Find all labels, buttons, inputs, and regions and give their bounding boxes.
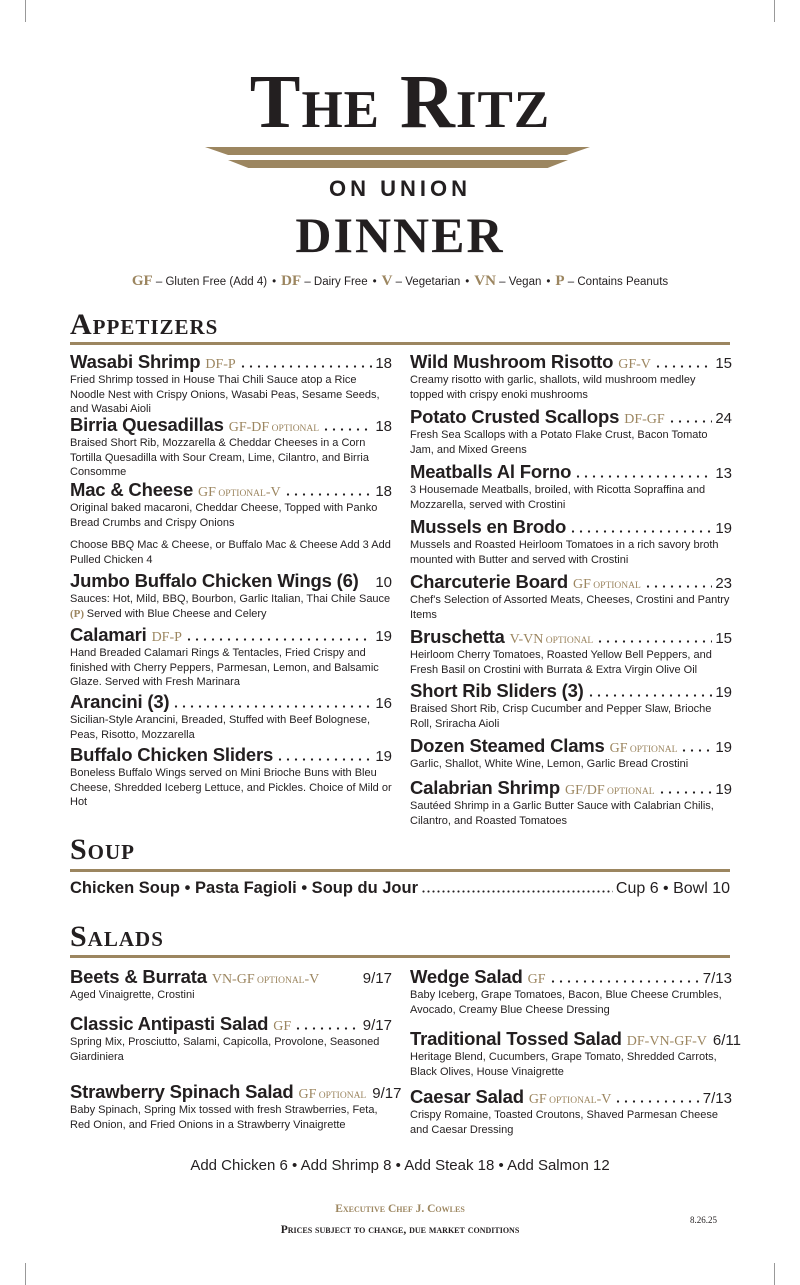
legend-label: – Gluten Free (Add 4)	[152, 276, 268, 288]
menu-item	[410, 1028, 741, 1079]
menu-item-description	[410, 757, 732, 772]
description-text: Braised Short Rib, Mozzarella & Cheddar Cheeses in a Corn Tortilla Quesadilla with Sour Cream, Lime, Cilantro, and Birria Consomme	[70, 437, 369, 478]
description-text: Hand Breaded Calamari Rings & Tentacles, Fried Crispy and finished with Cherry Peppers, Parmesan, Lemon, and Balsamic Glaze. Served with Fresh Marinara	[70, 647, 379, 688]
menu-item-header	[70, 624, 392, 646]
legend-separator: •	[546, 276, 551, 288]
menu-item-description	[70, 592, 392, 621]
dot-leader	[549, 980, 700, 983]
menu-item-description	[410, 1050, 732, 1079]
dot-leader	[362, 584, 373, 587]
tag-code: -V	[596, 1092, 612, 1107]
tag-code: GF	[273, 1019, 292, 1034]
menu-item-description	[70, 988, 392, 1003]
menu-item-description	[70, 373, 392, 417]
menu-item-name: Traditional Tossed Salad	[410, 1028, 622, 1049]
tag-code: DF-VN-GF-V	[626, 1034, 707, 1049]
menu-item-description	[70, 436, 392, 480]
tag-code: GF	[198, 485, 216, 500]
menu-item	[70, 1081, 402, 1132]
tag-optional: OPTIONAL	[627, 745, 678, 755]
menu-item	[70, 966, 392, 1003]
dot-leader	[596, 640, 712, 643]
menu-item-description	[70, 646, 392, 690]
menu-item-header	[410, 735, 732, 757]
dot-leader	[322, 428, 372, 431]
menu-item-price: 19	[715, 781, 732, 798]
menu-item-header	[70, 691, 392, 713]
menu-item-name: Calabrian Shrimp	[410, 777, 560, 798]
menu-item-header	[410, 626, 732, 648]
section-heading-salads: Salads	[70, 920, 164, 953]
description-text: Original baked macaroni, Cheddar Cheese, Topped with Panko Bread Crumbs and Crispy Onions	[70, 502, 378, 529]
menu-item-header	[410, 571, 732, 593]
tag-code: -V	[265, 485, 281, 500]
description-text: 3 Housemade Meatballs, broiled, with Ricotta Sopraffina and Mozzarella, served with Crostini	[410, 484, 706, 511]
tag-code: VN-GF	[211, 972, 255, 987]
tag-code: -V	[304, 972, 320, 987]
menu-item-description	[410, 593, 732, 622]
dietary-tags	[528, 972, 546, 988]
dot-leader	[654, 365, 712, 368]
peanut-tag: (P)	[70, 607, 87, 620]
description-text: Boneless Buffalo Wings served on Mini Brioche Buns with Bleu Cheese, Shredded Iceberg Lettuce, and Pickles. Choice of Mild or Hot	[70, 767, 392, 808]
prices-note: Prices subject to change, due market conditions	[280, 1224, 520, 1236]
menu-item-price: 19	[715, 520, 732, 537]
menu-item-description	[410, 483, 732, 512]
dot-leader	[569, 530, 712, 533]
dot-leader	[680, 749, 712, 752]
dietary-legend	[0, 273, 800, 290]
menu-item-header	[70, 570, 392, 592]
menu-item	[410, 735, 732, 772]
menu-title: DINNER	[295, 207, 505, 263]
dot-leader	[614, 1100, 699, 1103]
description-text: Mussels and Roasted Heirloom Tomatoes in a rich savory broth mounted with Butter and served with Crostini	[410, 539, 719, 566]
dot-leader	[644, 585, 713, 588]
menu-item-name: Charcuterie Board	[410, 571, 569, 592]
dietary-tags	[298, 1087, 366, 1103]
menu-item-name: Bruschetta	[410, 626, 505, 647]
menu-item	[70, 351, 392, 417]
dietary-tags	[610, 741, 678, 757]
menu-item-name: Meatballs Al Forno	[410, 461, 572, 482]
menu-item-name: Mussels en Brodo	[410, 516, 567, 537]
legend-key: GF	[131, 273, 153, 289]
dietary-tags	[565, 783, 655, 799]
menu-item	[410, 626, 732, 677]
tag-optional: OPTIONAL	[269, 424, 320, 434]
dietary-tags	[624, 412, 664, 428]
menu-note-text: Choose BBQ Mac & Cheese, or Buffalo Mac & Cheese Add 3 Add Pulled Chicken 4	[70, 539, 391, 566]
tag-code: GF	[298, 1087, 317, 1102]
description-text: Heritage Blend, Cucumbers, Grape Tomato, Shredded Carrots, Black Olives, House Vinaigrette	[410, 1051, 717, 1078]
description-text: Braised Short Rib, Crisp Cucumber and Pepper Slaw, Brioche Roll, Sriracha Aioli	[410, 703, 712, 730]
description-text: Aged Vinaigrette, Crostini	[70, 989, 195, 1001]
dietary-tags	[229, 420, 319, 436]
legend-label: – Vegetarian	[392, 276, 461, 288]
tag-code: GF	[573, 577, 591, 592]
legend-key: VN	[474, 273, 496, 289]
legend-label: – Vegan	[495, 276, 542, 288]
executive-chef: Executive Chef J. Cowles	[335, 1203, 465, 1215]
crop-mark	[25, 1263, 26, 1285]
menu-item-name: Jumbo Buffalo Chicken Wings (6)	[70, 570, 359, 591]
menu-item-name: Strawberry Spinach Salad	[70, 1081, 294, 1102]
menu-note	[70, 538, 392, 567]
menu-item-name: Arancini (3)	[70, 691, 170, 712]
restaurant-logo-sub: ON UNION	[329, 176, 471, 201]
crop-mark	[25, 0, 26, 22]
logo-bar	[228, 160, 568, 168]
menu-item-description	[70, 501, 392, 530]
legend-key: P	[555, 273, 565, 289]
tag-code: DF-P	[151, 630, 182, 645]
description-text: Heirloom Cherry Tomatoes, Roasted Yellow Bell Peppers, and Fresh Basil on Crostini with Burrata & Extra Virgin Olive Oil	[410, 649, 712, 676]
dot-leader	[658, 791, 713, 794]
menu-item	[70, 624, 392, 690]
menu-item-description	[410, 428, 732, 457]
menu-item-price: 23	[715, 575, 732, 592]
description-text: Spring Mix, Prosciutto, Salami, Capicolla, Provolone, Seasoned Giardiniera	[70, 1036, 380, 1063]
description-text: Sautéed Shrimp in a Garlic Butter Sauce with Calabrian Chilis, Cilantro, and Roasted Tomatoes	[410, 800, 714, 827]
legend-label: – Contains Peanuts	[564, 276, 669, 288]
dietary-tags	[152, 630, 182, 646]
legend-separator: •	[272, 276, 277, 288]
menu-item-price: 19	[715, 684, 732, 701]
restaurant-logo-name: The Ritz	[249, 60, 551, 144]
dietary-tags	[205, 357, 235, 373]
dietary-tags	[212, 972, 319, 988]
menu-item-price: 13	[715, 465, 732, 482]
section-rule	[70, 342, 730, 345]
menu-item-price: 15	[715, 630, 732, 647]
logo-bar	[205, 147, 590, 155]
dot-leader	[574, 475, 712, 478]
menu-item-price: 10	[375, 574, 392, 591]
description-text: Garlic, Shallot, White Wine, Lemon, Garlic Bread Crostini	[410, 758, 689, 770]
menu-item-price: 7/13	[702, 970, 732, 987]
menu-item-header	[410, 351, 732, 373]
menu-item-description	[70, 713, 392, 742]
menu-item	[410, 516, 732, 567]
tag-optional: OPTIONAL	[546, 1096, 597, 1106]
description-text: Fresh Sea Scallops with a Potato Flake Crust, Bacon Tomato Jam, and Mixed Greens	[410, 429, 708, 456]
menu-item-name: Beets & Burrata	[70, 966, 207, 987]
dot-leader	[322, 980, 360, 983]
menu-item-name: Wedge Salad	[410, 966, 523, 987]
tag-code: GF	[609, 741, 628, 756]
tag-code: GF	[527, 972, 546, 987]
menu-item-header	[410, 1028, 741, 1050]
menu-item-header	[410, 461, 732, 483]
menu-item	[410, 461, 732, 512]
menu-item-description	[410, 988, 732, 1017]
tag-code: GF	[528, 1092, 547, 1107]
menu-item-header	[70, 479, 392, 501]
dot-leader	[421, 890, 613, 893]
tag-optional: OPTIONAL	[590, 581, 641, 591]
crop-mark	[774, 0, 775, 22]
section-rule	[70, 955, 730, 958]
salad-addons: Add Chicken 6 • Add Shrimp 8 • Add Steak 18 • Add Salmon 12	[190, 1157, 610, 1174]
dietary-tags	[273, 1019, 291, 1035]
menu-item-description	[410, 538, 732, 567]
dietary-tags	[618, 357, 651, 373]
menu-item-price: 18	[375, 418, 392, 435]
menu-item-name: Wasabi Shrimp	[70, 351, 201, 372]
tag-optional: OPTIONAL	[604, 787, 655, 797]
crop-mark	[774, 1263, 775, 1285]
menu-item-price: 15	[715, 355, 732, 372]
menu-item-price: 9/17	[362, 1017, 392, 1034]
legend-separator: •	[465, 276, 470, 288]
menu-item-description	[410, 373, 732, 402]
section-heading-appetizers: Appetizers	[70, 308, 219, 341]
legend-separator: •	[372, 276, 377, 288]
dot-leader	[668, 420, 713, 423]
soup-line	[70, 879, 730, 898]
dietary-tags	[573, 577, 641, 593]
menu-item	[70, 1013, 392, 1064]
menu-item-name: Short Rib Sliders (3)	[410, 680, 584, 701]
menu-item-header	[70, 414, 392, 436]
description-text: Baby Iceberg, Grape Tomatoes, Bacon, Blue Cheese Crumbles, Avocado, Creamy Blue Cheese Dressing	[410, 989, 722, 1016]
description-text: Creamy risotto with garlic, shallots, wild mushroom medley topped with crispy enoki mushrooms	[410, 374, 696, 401]
description-text: Fried Shrimp tossed in House Thai Chili Sauce atop a Rice Noodle Nest with Crispy Onions, Wasabi Peas, Sesame Seeds, and Wasabi Aioli	[70, 374, 380, 415]
menu-item-header	[70, 966, 392, 988]
menu-item	[410, 777, 732, 828]
menu-item-name: Wild Mushroom Risotto	[410, 351, 614, 372]
tag-code: DF-GF	[624, 412, 665, 427]
menu-item-header	[70, 1081, 402, 1103]
menu-item-price: 9/17	[372, 1085, 402, 1102]
menu-item	[70, 691, 392, 742]
menu-item-header	[410, 680, 732, 702]
description-text: Served with Blue Cheese and Celery	[86, 607, 267, 620]
menu-item-name: Birria Quesadillas	[70, 414, 224, 435]
menu-item	[70, 744, 392, 810]
menu-item-price: 16	[375, 695, 392, 712]
description-text: Chef's Selection of Assorted Meats, Cheeses, Crostini and Pantry Items	[410, 594, 730, 621]
menu-item-description	[410, 799, 732, 828]
dot-leader	[185, 638, 372, 641]
dot-leader	[172, 705, 372, 708]
tag-optional: OPTIONAL	[543, 636, 594, 646]
menu-item-price: 24	[715, 410, 732, 427]
menu-item-price: 6/11	[712, 1032, 741, 1049]
menu-item-description	[70, 766, 392, 810]
dietary-tags	[198, 485, 281, 501]
menu-item-price: 18	[375, 483, 392, 500]
menu-item	[70, 479, 392, 530]
section-heading-soup: Soup	[70, 833, 136, 866]
menu-item-name: Calamari	[70, 624, 147, 645]
menu-item-price: 19	[715, 739, 732, 756]
section-rule	[70, 869, 730, 872]
menu-item-description	[410, 648, 732, 677]
menu-item-header	[410, 966, 732, 988]
description-text: Sauces: Hot, Mild, BBQ, Bourbon, Garlic Italian, Thai Chile Sauce	[70, 593, 391, 605]
description-text: Crispy Romaine, Toasted Croutons, Shaved Parmesan Cheese and Caesar Dressing	[410, 1109, 718, 1136]
dot-leader	[239, 365, 373, 368]
dietary-tags	[510, 632, 594, 648]
menu-item-name: Mac & Cheese	[70, 479, 194, 500]
soup-price: Cup 6 • Bowl 10	[615, 880, 730, 897]
menu-item-header	[410, 1086, 732, 1108]
menu-item-price: 19	[375, 748, 392, 765]
dot-leader	[587, 694, 713, 697]
menu-item-description	[70, 1103, 392, 1132]
menu-item	[70, 570, 392, 621]
menu-item-header	[410, 777, 732, 799]
dot-leader	[294, 1027, 360, 1030]
menu-item	[410, 406, 732, 457]
dot-leader	[276, 758, 372, 761]
menu-item	[410, 351, 732, 402]
dietary-tags	[627, 1034, 707, 1050]
menu-item-price: 7/13	[702, 1090, 732, 1107]
menu-item	[410, 1086, 732, 1137]
dot-leader	[284, 493, 373, 496]
tag-code: GF/DF	[564, 783, 605, 798]
menu-item-name: Potato Crusted Scallops	[410, 406, 620, 427]
tag-code: GF-DF	[228, 420, 270, 435]
tag-optional: OPTIONAL	[316, 1091, 367, 1101]
menu-item-description	[410, 702, 732, 731]
dietary-tags	[529, 1092, 612, 1108]
tag-optional: OPTIONAL	[254, 976, 305, 986]
menu-item-header	[410, 406, 732, 428]
menu-item-description	[410, 1108, 732, 1137]
tag-optional: OPTIONAL	[215, 489, 266, 499]
menu-item	[70, 414, 392, 480]
menu-item	[410, 571, 732, 622]
menu-item-price: 19	[375, 628, 392, 645]
menu-item-price: 9/17	[362, 970, 392, 987]
menu-item-header	[410, 516, 732, 538]
menu-item-price: 18	[375, 355, 392, 372]
menu-item	[410, 680, 732, 731]
menu-item-description	[70, 1035, 392, 1064]
menu-item-header	[70, 744, 392, 766]
menu-item-name: Dozen Steamed Clams	[410, 735, 605, 756]
menu-item-header	[70, 351, 392, 373]
menu-item-name: Caesar Salad	[410, 1086, 524, 1107]
legend-label: – Dairy Free	[301, 276, 368, 288]
legend-key: V	[381, 273, 393, 289]
soup-items: Chicken Soup • Pasta Fagioli • Soup du Jour	[70, 879, 419, 897]
tag-code: V-VN	[509, 632, 544, 647]
description-text: Baby Spinach, Spring Mix tossed with fresh Strawberries, Feta, Red Onion, and Fried Onions in a Strawberry Vinaigrette	[70, 1104, 378, 1131]
menu-date: 8.26.25	[690, 1215, 717, 1225]
menu-item	[410, 966, 732, 1017]
legend-key: DF	[281, 273, 302, 289]
menu-item-name: Buffalo Chicken Sliders	[70, 744, 274, 765]
description-text: Sicilian-Style Arancini, Breaded, Stuffed with Beef Bolognese, Peas, Risotto, Mozzarella	[70, 714, 371, 741]
tag-code: DF-P	[205, 357, 236, 372]
tag-code: GF-V	[618, 357, 651, 372]
menu-item-header	[70, 1013, 392, 1035]
menu-item-name: Classic Antipasti Salad	[70, 1013, 269, 1034]
